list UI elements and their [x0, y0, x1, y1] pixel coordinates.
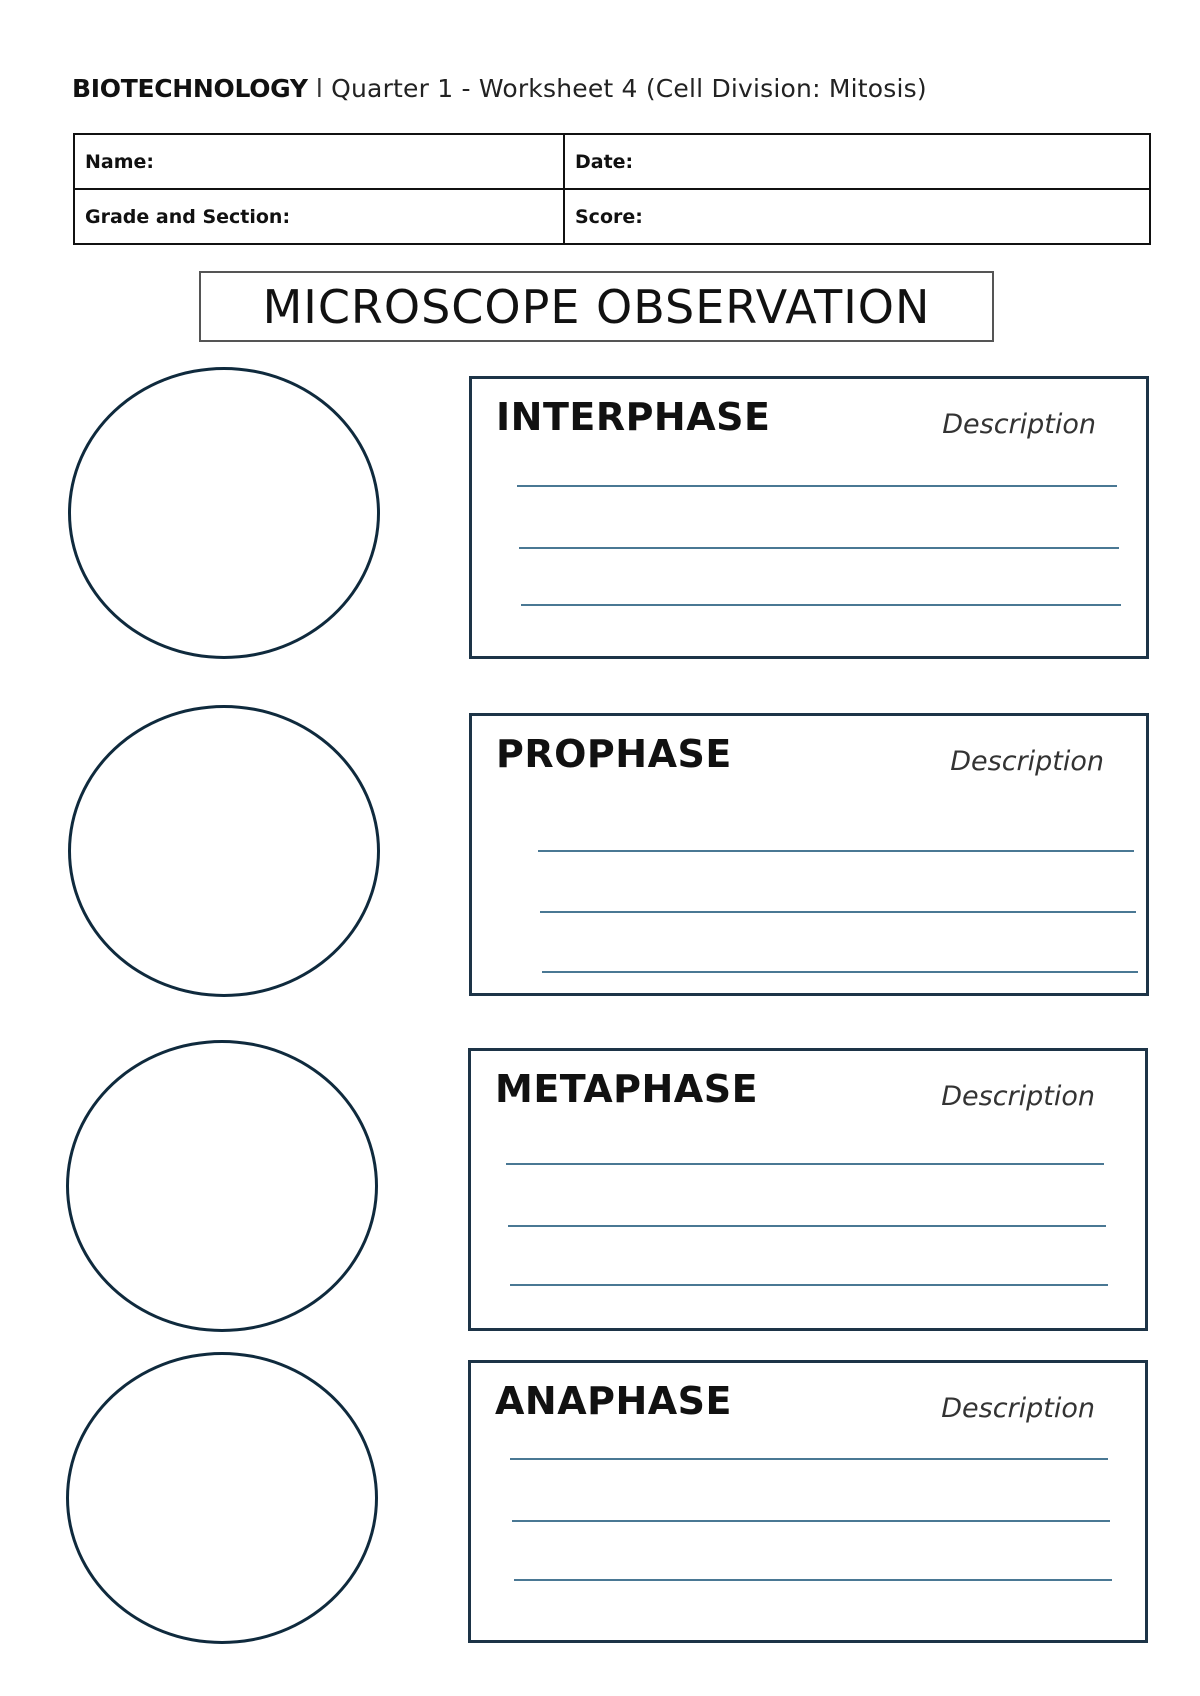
score-label: Score:	[575, 205, 643, 228]
anaphase-observation-circle[interactable]	[66, 1352, 378, 1644]
score-field[interactable]	[564, 189, 1150, 244]
interphase-write-line-3[interactable]	[521, 604, 1121, 606]
anaphase-write-line-3[interactable]	[514, 1579, 1112, 1581]
name-label: Name:	[85, 150, 155, 173]
prophase-box	[469, 713, 1149, 996]
metaphase-write-line-3[interactable]	[510, 1284, 1108, 1286]
anaphase-box	[468, 1360, 1148, 1643]
prophase-observation-circle[interactable]	[68, 705, 380, 997]
worksheet-subtitle: Quarter 1 - Worksheet 4 (Cell Division: Mitosis)	[331, 74, 927, 103]
anaphase-write-line-1[interactable]	[510, 1458, 1108, 1460]
header-separator: l	[315, 74, 323, 103]
interphase-write-line-1[interactable]	[517, 485, 1117, 487]
metaphase-description-label: Description	[941, 1081, 1095, 1112]
interphase-title: INTERPHASE	[496, 395, 771, 439]
interphase-observation-circle[interactable]	[68, 367, 380, 659]
name-field[interactable]	[74, 134, 564, 189]
date-field[interactable]	[564, 134, 1150, 189]
prophase-title: PROPHASE	[496, 732, 732, 776]
prophase-write-line-3[interactable]	[542, 971, 1138, 973]
subject-label: BIOTECHNOLOGY	[72, 74, 308, 103]
metaphase-write-line-1[interactable]	[506, 1163, 1104, 1165]
interphase-box	[469, 376, 1149, 659]
metaphase-observation-circle[interactable]	[66, 1040, 378, 1332]
anaphase-title: ANAPHASE	[495, 1379, 733, 1423]
grade-section-label: Grade and Section:	[85, 205, 291, 228]
worksheet-header	[72, 74, 927, 103]
grade-section-field[interactable]	[74, 189, 564, 244]
interphase-write-line-2[interactable]	[519, 547, 1119, 549]
page-title: MICROSCOPE OBSERVATION	[199, 271, 994, 342]
prophase-description-label: Description	[950, 746, 1104, 777]
metaphase-title: METAPHASE	[495, 1067, 759, 1111]
prophase-write-line-2[interactable]	[540, 911, 1136, 913]
anaphase-description-label: Description	[941, 1393, 1095, 1424]
metaphase-write-line-2[interactable]	[508, 1225, 1106, 1227]
anaphase-write-line-2[interactable]	[512, 1520, 1110, 1522]
interphase-description-label: Description	[942, 409, 1096, 440]
student-info-table	[73, 133, 1151, 245]
metaphase-box	[468, 1048, 1148, 1331]
prophase-write-line-1[interactable]	[538, 850, 1134, 852]
date-label: Date:	[575, 150, 634, 173]
